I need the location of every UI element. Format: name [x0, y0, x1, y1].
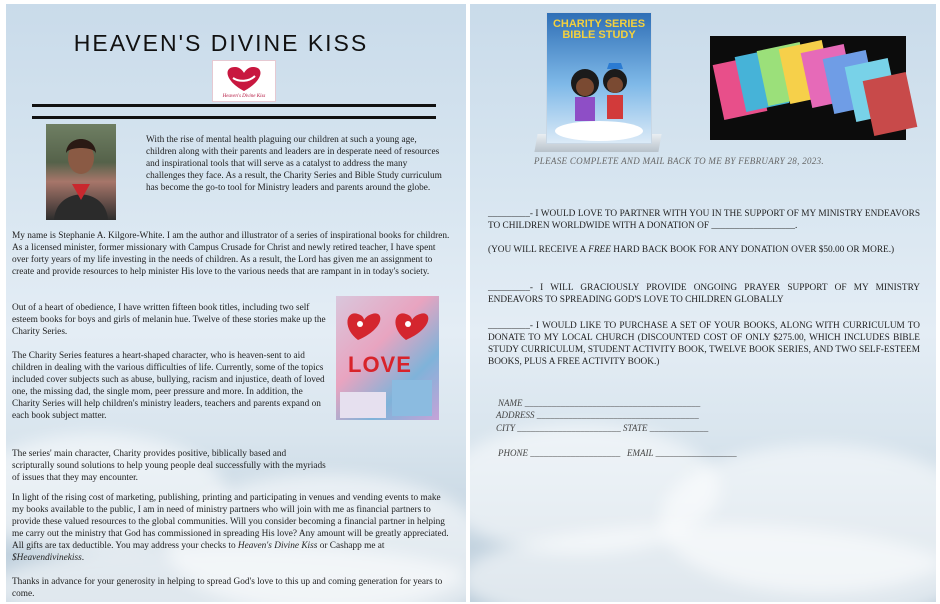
- donation-option: _________- I WOULD LOVE TO PARTNER WITH YOU IN THE SUPPORT OF MY MINISTRY ENDEAVORS TO CHILDREN WORLDWIDE WITH A DONATION OF __________________.: [488, 209, 920, 231]
- logo-caption: Heaven's Divine Kiss: [222, 94, 266, 99]
- intro-paragraph: With the rise of mental health plaguing our children at such a young age, children along with their parents and leaders are in desperate need of resources and inspirational tools that will serve as a catalyst to address the many challenges they face. As a result, the Charity Series and Bible Study curriculum has become the go-to tool for Ministry leaders and parents around the globe.: [146, 135, 442, 193]
- logo: [212, 60, 276, 102]
- free-book-note-text-end: HARD BACK BOOK FOR ANY DONATION OVER $50.00 OR MORE.): [610, 245, 895, 255]
- book-cover-title: [547, 19, 651, 41]
- mini-book: [863, 72, 918, 136]
- thanks-paragraph: Thanks in advance for your generosity in helping to spread God's love to this up and coming generation for years to come.: [12, 577, 443, 599]
- book-title-line1: CHARITY SERIES: [552, 18, 646, 30]
- book-title-line2: BIBLE STUDY: [562, 29, 636, 41]
- free-book-note-text: (YOU WILL RECEIVE A: [488, 245, 589, 255]
- payee-name: Heaven's Divine Kiss: [237, 541, 318, 551]
- mail-deadline: PLEASE COMPLETE AND MAIL BACK TO ME BY FEBRUARY 28, 2023.: [534, 156, 824, 166]
- appeal-text-end: .: [81, 553, 85, 563]
- address-field[interactable]: ADDRESS ____________________________________: [496, 410, 699, 420]
- book-cover: [546, 12, 652, 144]
- free-word: FREE: [588, 245, 611, 255]
- obedience-paragraph: Out of a heart of obedience, I have written fifteen book titles, including two self esteem books for boys and girls of melanin hue. Twelve of these stories make up the Charity Series.: [12, 303, 326, 337]
- character-paragraph: The series' main character, Charity provides positive, biblically based and scripturally sound solutions to help young people deal successfully with the myriads of issues that they may encounter.: [12, 449, 326, 483]
- purchase-option: _________- I WOULD LIKE TO PURCHASE A SET OF YOUR BOOKS, ALONG WITH CURRICULUM TO DONATE TO MY LOCAL CHURCH (DISCOUNTED COST OF ONLY $275.00, WHICH INCLUDES BIBLE STUDY CURRICULUM, STUDENT ACTIVITY BOOK, TWELVE BOOK SERIES, AND TWO SELF-ESTEEM BOOKS, PLUS A FREE ACTIVITY BOOK.): [488, 321, 920, 367]
- appeal-text: In light of the rising cost of marketing, publishing, printing and participating in venues and vending events to make my books available to the public, I am in need of ministry partners who will join with me as financial partners to provide these valued resources to the global communities. Will you consider becoming a financial partner in helping me carry out the ministry that God has commissioned in spreading His love? Any amount will be greatly appreciated. All gifts are tax deductible. You may address your checks to: [12, 493, 449, 551]
- right-page: [470, 4, 936, 602]
- prayer-option: _________- I WILL GRACIOUSLY PROVIDE ONGOING PRAYER SUPPORT OF MY MINISTRY ENDEAVORS TO SPREADING GOD'S LOVE TO CHILDREN GLOBALLY: [488, 283, 920, 305]
- divider-bottom: [32, 116, 436, 119]
- bio-paragraph: My name is Stephanie A. Kilgore-White. I am the author and illustrator of a series of inspirational books for children. As a licensed minister, former missionary with Campus Crusade for Christ and newly retired teacher, I have spent over forty years of my life investing in the needs of children. As a result, the Lord has given me an assignment to create and provide resources to help minister His love to the various needs that are rampant in in today's society.: [12, 231, 450, 277]
- name-field[interactable]: NAME _______________________________________: [498, 398, 701, 408]
- free-book-note: [488, 244, 920, 256]
- appeal-paragraph: [12, 492, 452, 564]
- author-photo: [46, 124, 116, 220]
- book-characters-illustration: [547, 41, 651, 141]
- divider-top: [32, 104, 436, 107]
- series-paragraph: The Charity Series features a heart-shaped character, who is heaven-sent to aid children in dealing with the various difficulties of life. Currently, some of the topics included cover subjects such as abuse, bullying, racism and injustice, death of loved one, the missing dad, the single mom, peer pressure and more. In addition, the Charity Series will help children's ministry leaders, teachers and parents expand on each book subject matter.: [12, 351, 325, 421]
- book-collection-photo: [710, 36, 906, 140]
- page-title: HEAVEN'S DIVINE KISS: [73, 30, 369, 56]
- love-sign: LOVE: [348, 352, 412, 377]
- phone-email-field[interactable]: PHONE ____________________ EMAIL __________________: [498, 448, 737, 458]
- city-state-field[interactable]: CITY _______________________ STATE _____________: [496, 423, 709, 433]
- bible-study-book: [536, 12, 660, 160]
- cashapp-handle: $Heavendivinekiss: [12, 553, 82, 563]
- charity-books-photo: [336, 296, 439, 420]
- appeal-text-mid: or Cashapp me at: [317, 541, 385, 551]
- left-page: [6, 4, 466, 602]
